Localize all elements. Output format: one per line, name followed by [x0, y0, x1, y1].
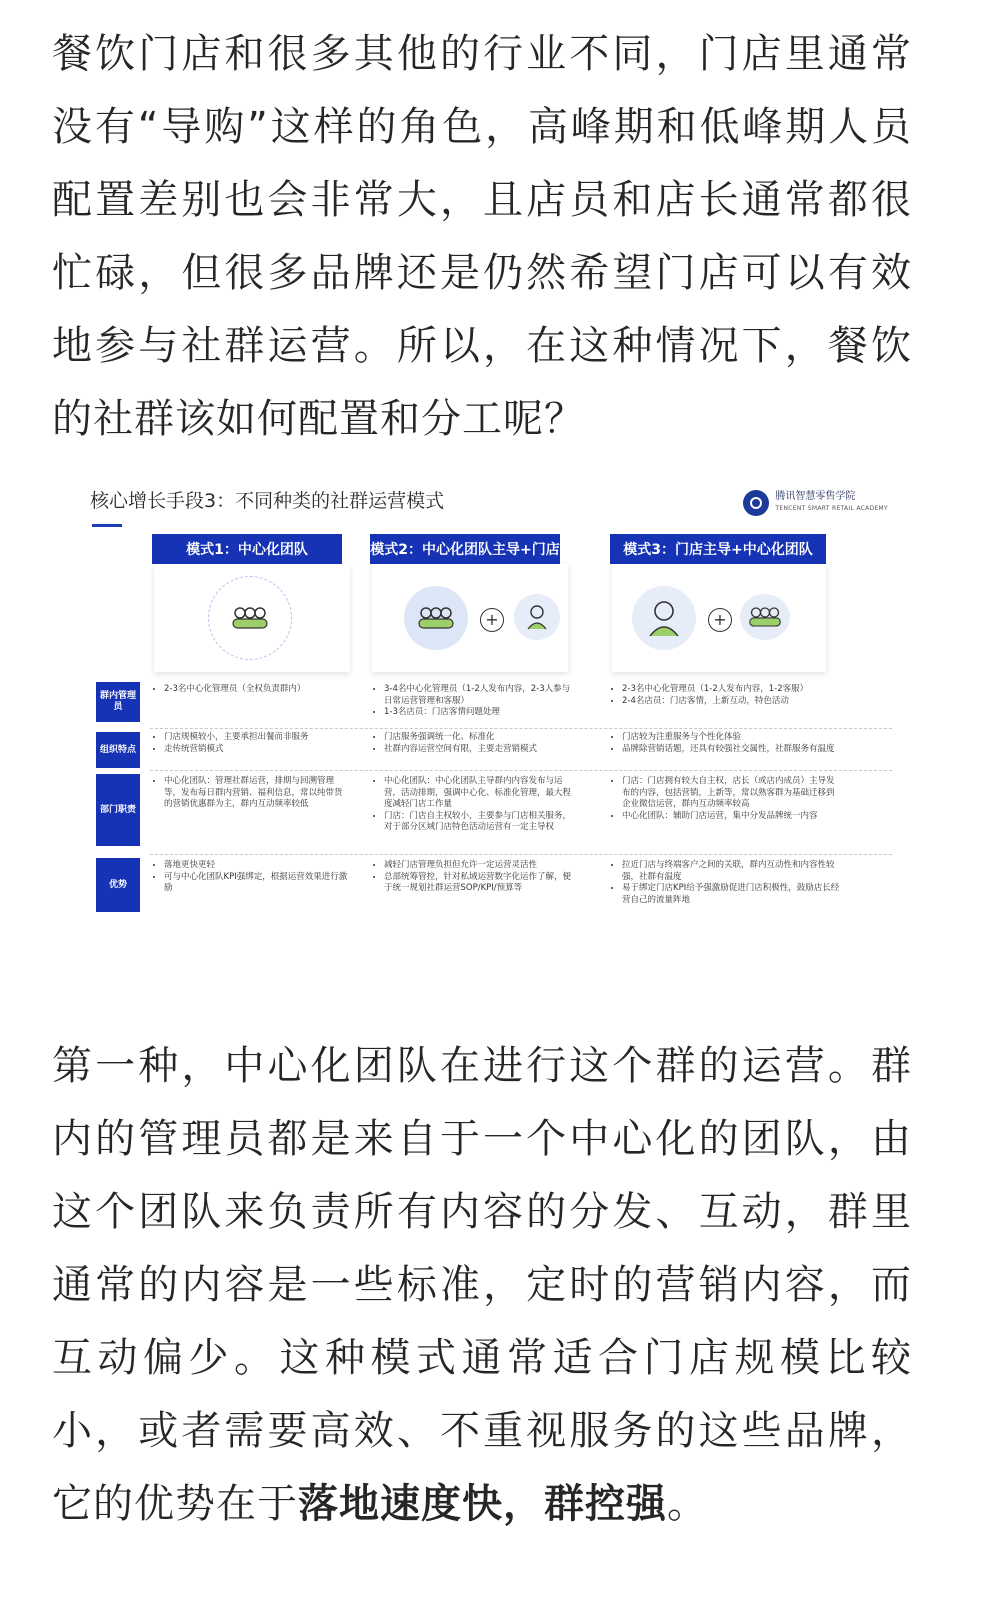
- cell-r2-c3: • 门店较为注重服务与个性化体验 • 品牌除营销话题，还具有较强社交属性，社群服务有温度: [610, 732, 840, 755]
- cell-r4-c1: • 落地更快更轻 • 可与中心化团队KPI强绑定，根据运营效果进行激励: [152, 860, 348, 895]
- cell-r4-c3: • 拉近门店与终端客户之间的关联，群内互动性和内容性较强，社群有温度 • 易于绑定门店KPI给予强激励促进门店积极性，鼓励店长经营自己的流量阵地: [610, 860, 840, 906]
- plus-icon: +: [708, 608, 732, 632]
- embedded-slide: [88, 478, 896, 928]
- dashed-ring: [208, 576, 292, 660]
- body-paragraph: 第一种，中心化团队在进行这个群的运营。群内的管理员都是来自于一个中心化的团队，由这个团队来负责所有内容的分发、互动，群里通常的内容是一些标准，定时的营销内容，而互动偏少。这种模式通常适合门店规模比较小，或者需要高效、不重视服务的这些品牌，它的优势在于落地速度快，群控强。: [52, 1043, 912, 1527]
- person-icon: [646, 598, 682, 638]
- team-blob: [740, 594, 790, 640]
- cell-r3-c1: • 中心化团队：管理社群运营，排期与回溯管理等，发布每日群内营销、福利信息，常以纯带货的营销优惠群为主，群内互动频率较低: [152, 776, 348, 811]
- cell-r1-c2: • 3-4名中心化管理员（1-2人发布内容，2-3人参与日常运营管理和客服） • 1-3名店员：门店客情问题处理: [372, 684, 578, 719]
- team-icon: [230, 604, 270, 632]
- cell-r1-c1: • 2-3名中心化管理员（全权负责群内）: [152, 684, 358, 696]
- team-blob: [404, 586, 468, 650]
- academy-logo-icon: [743, 490, 769, 516]
- brand-name: 腾讯智慧零售学院: [775, 491, 856, 502]
- mode-2-illustration: [372, 564, 568, 672]
- plus-icon: +: [480, 608, 504, 632]
- row-label-admins: 群内管理员: [96, 682, 140, 722]
- title-underline: [92, 524, 122, 527]
- cell-r2-c1: • 门店规模较小，主要承担出餐而非服务 • 走传统营销模式: [152, 732, 358, 755]
- mode-1-header: 模式1：中心化团队: [152, 534, 342, 564]
- slide-title: 核心增长手段3：不同种类的社群运营模式: [90, 490, 445, 512]
- row-label-duties: 部门职责: [96, 774, 140, 846]
- brand-logo-block: [743, 490, 888, 516]
- cell-r2-c2: • 门店服务强调统一化、标准化 • 社群内容运营空间有限，主要走营销模式: [372, 732, 578, 755]
- cell-r3-c3: • 门店：门店拥有较大自主权，店长（或店内成员）主导发布的内容，包括营销，上新等，常以熟客群为基础迁移到企业微信运营，群内互动频率较高 • 中心化团队：辅助门店运营，集中分发品牌统一内容: [610, 776, 840, 822]
- mode-3-illustration: [612, 564, 826, 672]
- row-divider: [150, 770, 892, 771]
- mode-2-header: 模式2：中心化团队主导+门店: [370, 534, 560, 564]
- brand-subtitle: TENCENT SMART RETAIL ACADEMY: [775, 505, 888, 512]
- row-label-org-features: 组织特点: [96, 732, 140, 768]
- team-icon: [747, 604, 783, 630]
- mode-1-illustration: [154, 564, 350, 672]
- person-blob: [514, 594, 560, 640]
- row-label-advantages: 优势: [96, 858, 140, 912]
- highlight-text: 落地速度快，群控强: [298, 1481, 667, 1527]
- cell-r1-c3: • 2-3名中心化管理员（1-2人发布内容，1-2客服） • 2-4名店员：门店客情，上新互动，特色活动: [610, 684, 840, 707]
- intro-paragraph: 餐饮门店和很多其他的行业不同，门店里通常没有“导购”这样的角色，高峰期和低峰期人员配置差别也会非常大，且店员和店长通常都很忙碌，但很多品牌还是仍然希望门店可以有效地参与社群运营。所以，在这种情况下，餐饮的社群该如何配置和分工呢？: [52, 31, 912, 442]
- row-divider: [150, 728, 892, 729]
- person-icon: [525, 603, 549, 631]
- team-icon: [416, 604, 456, 632]
- person-blob: [632, 586, 696, 650]
- mode-3-header: 模式3：门店主导+中心化团队: [610, 534, 826, 564]
- cell-r4-c2: • 减轻门店管理负担但允许一定运营灵活性 • 总部统筹管控，针对私域运营数字化运作了解，便于统一规划社群运营SOP/KPI/预算等: [372, 860, 578, 895]
- cell-r3-c2: • 中心化团队：中心化团队主导群内内容发布与运营，活动排期，强调中心化、标准化管理，最大程度减轻门店工作量 • 门店：门店自主权较小，主要参与门店相关服务，对于部分区域门店特色活动运营有一定主导权: [372, 776, 578, 834]
- row-divider: [150, 854, 892, 855]
